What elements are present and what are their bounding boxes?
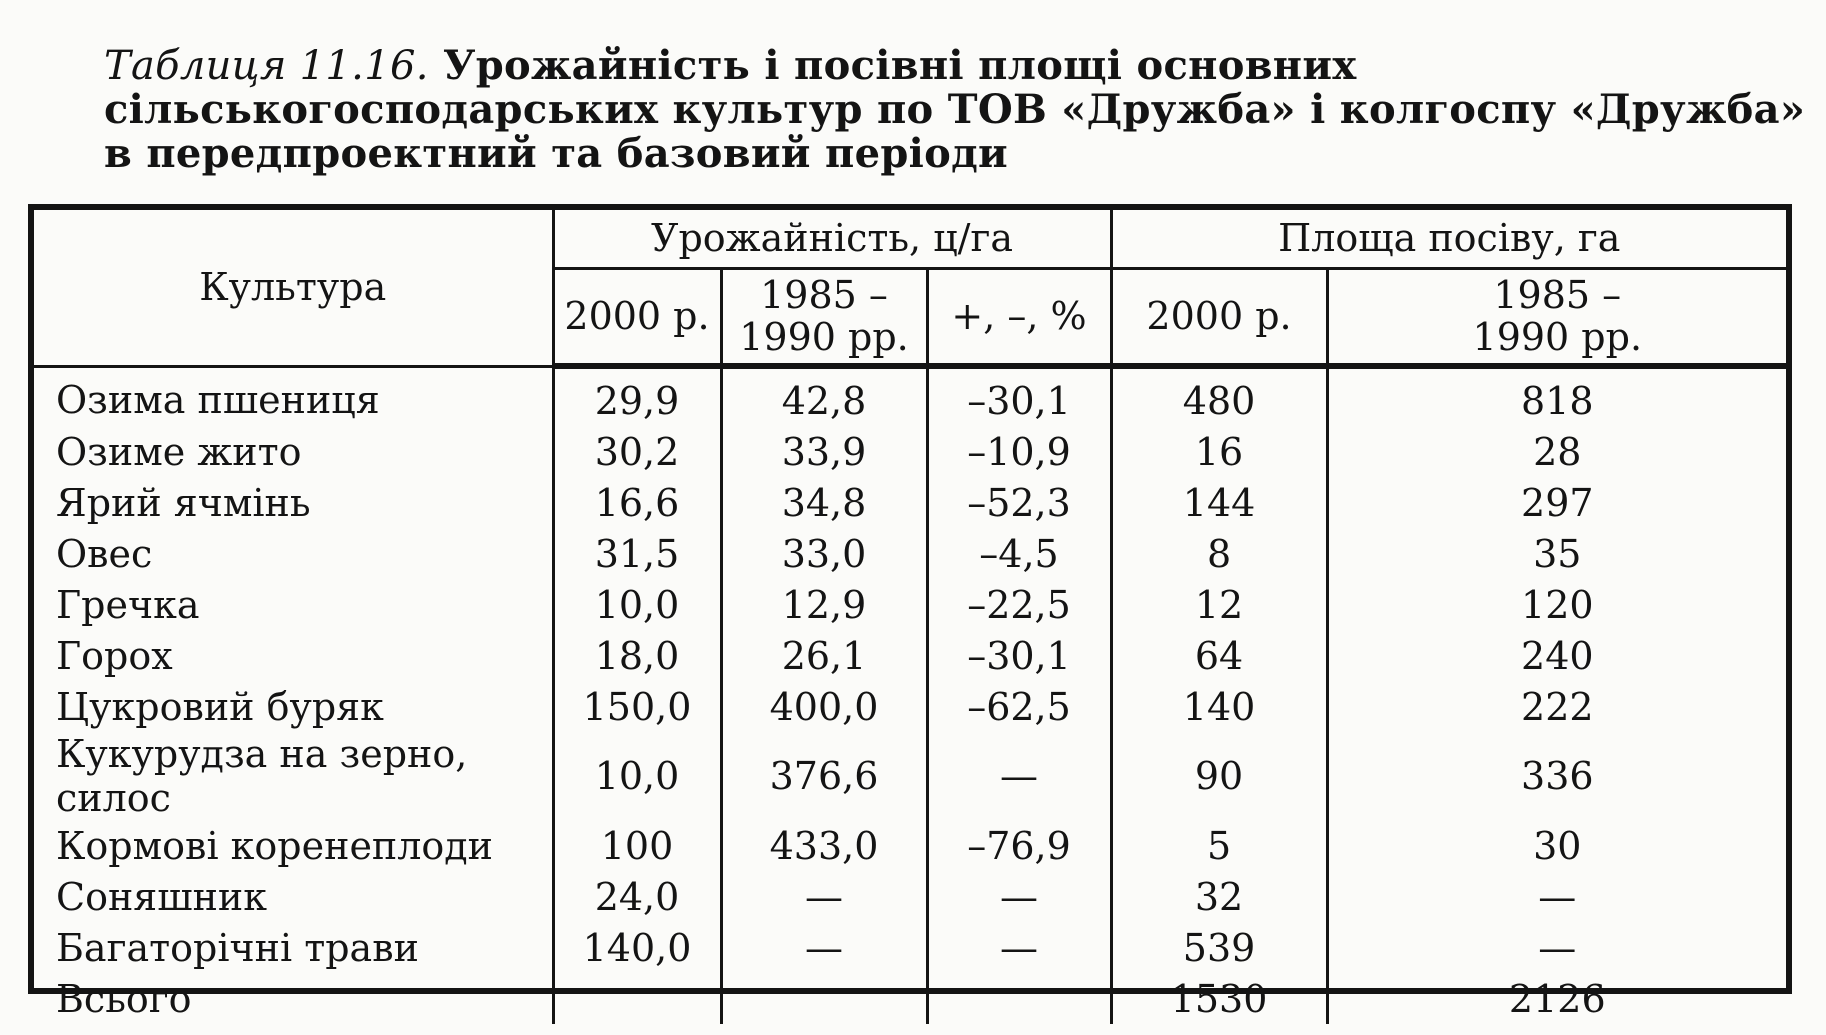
cell-area-2000: 144 <box>1111 477 1327 528</box>
cell-area-2000: 8 <box>1111 528 1327 579</box>
cell-yield-2000: 30,2 <box>553 426 721 477</box>
table-row-total <box>34 973 1786 1024</box>
cell-yield-2000: 150,0 <box>553 681 721 732</box>
table-row <box>34 820 1786 871</box>
table-row <box>34 579 1786 630</box>
cell-area-2000: 16 <box>1111 426 1327 477</box>
cell-crop: Озиме жито <box>56 429 302 474</box>
cell-yield-2000: 10,0 <box>553 732 721 820</box>
cell-area-1985-1990: 240 <box>1327 630 1786 681</box>
cell-yield-1985-1990: 42,8 <box>721 366 927 426</box>
cell-area-1985-1990: 2126 <box>1327 973 1786 1024</box>
cell-area-2000: 539 <box>1111 922 1327 973</box>
data-table-frame <box>28 204 1792 1021</box>
table-row <box>34 630 1786 681</box>
caption-title-part-1: Урожайність і посівні площі основних <box>442 42 1357 89</box>
header-area-1985-1990-line1: 1985 – <box>1493 273 1622 318</box>
cell-yield-diff: –76,9 <box>927 820 1111 871</box>
cell-area-1985-1990: — <box>1327 922 1786 973</box>
cell-crop: Овес <box>56 531 153 576</box>
cell-yield-2000: 24,0 <box>553 871 721 922</box>
cell-yield-1985-1990: 376,6 <box>721 732 927 820</box>
cell-yield-2000: 100 <box>553 820 721 871</box>
cell-yield-1985-1990: 34,8 <box>721 477 927 528</box>
cell-crop: Кукурудза на зерно, силос <box>56 732 468 820</box>
cell-yield-2000 <box>553 973 721 1024</box>
table-row <box>34 681 1786 732</box>
cell-crop: Соняшник <box>56 874 267 919</box>
cell-yield-2000: 31,5 <box>553 528 721 579</box>
header-yield-2000: 2000 р. <box>553 268 721 366</box>
cell-yield-2000: 18,0 <box>553 630 721 681</box>
header-yield-diff: +, –, % <box>927 268 1111 366</box>
cell-yield-diff: –62,5 <box>927 681 1111 732</box>
caption-table-number: Таблиця 11.16. <box>104 43 429 89</box>
cell-area-1985-1990: 818 <box>1327 366 1786 426</box>
cell-yield-diff: — <box>927 871 1111 922</box>
cell-area-2000: 5 <box>1111 820 1327 871</box>
cell-area-2000: 32 <box>1111 871 1327 922</box>
caption-line-1 <box>104 44 1784 88</box>
cell-crop: Озима пшениця <box>56 377 380 422</box>
cell-yield-1985-1990: 33,9 <box>721 426 927 477</box>
table-row <box>34 477 1786 528</box>
table-row <box>34 528 1786 579</box>
cell-yield-1985-1990: — <box>721 871 927 922</box>
cell-yield-diff: –30,1 <box>927 366 1111 426</box>
header-area-2000: 2000 р. <box>1111 268 1327 366</box>
cell-area-1985-1990: 297 <box>1327 477 1786 528</box>
table-row <box>34 732 1786 820</box>
cell-yield-1985-1990: 33,0 <box>721 528 927 579</box>
cell-area-2000: 64 <box>1111 630 1327 681</box>
cell-yield-2000: 10,0 <box>553 579 721 630</box>
cell-crop: Горох <box>56 633 173 678</box>
cell-yield-1985-1990: 433,0 <box>721 820 927 871</box>
header-area-group: Площа посіву, га <box>1111 210 1786 268</box>
cell-yield-1985-1990: 12,9 <box>721 579 927 630</box>
cell-yield-diff: –52,3 <box>927 477 1111 528</box>
table-row <box>34 426 1786 477</box>
cell-crop: Цукровий буряк <box>56 684 384 729</box>
crop-yield-table <box>34 210 1786 1024</box>
cell-yield-diff: –4,5 <box>927 528 1111 579</box>
cell-yield-2000: 29,9 <box>553 366 721 426</box>
cell-area-1985-1990: 35 <box>1327 528 1786 579</box>
header-yield-1985-1990-line1: 1985 – <box>760 273 888 318</box>
cell-yield-1985-1990 <box>721 973 927 1024</box>
cell-area-1985-1990: 222 <box>1327 681 1786 732</box>
cell-area-2000: 140 <box>1111 681 1327 732</box>
cell-area-2000: 12 <box>1111 579 1327 630</box>
header-crop: Культура <box>34 210 553 366</box>
cell-area-2000: 90 <box>1111 732 1327 820</box>
header-yield-group: Урожайність, ц/га <box>553 210 1111 268</box>
table-row <box>34 922 1786 973</box>
cell-yield-1985-1990: 26,1 <box>721 630 927 681</box>
cell-yield-2000: 140,0 <box>553 922 721 973</box>
table-row <box>34 871 1786 922</box>
cell-area-1985-1990: — <box>1327 871 1786 922</box>
cell-crop: Всього <box>56 976 192 1021</box>
cell-area-2000: 480 <box>1111 366 1327 426</box>
cell-yield-1985-1990: — <box>721 922 927 973</box>
cell-area-1985-1990: 28 <box>1327 426 1786 477</box>
header-yield-1985-1990 <box>721 268 927 366</box>
table-row <box>34 366 1786 426</box>
cell-yield-2000: 16,6 <box>553 477 721 528</box>
header-area-1985-1990 <box>1327 268 1786 366</box>
table-caption <box>104 42 1806 177</box>
caption-title-part-3: в передпроектний та базовий періоди <box>104 130 1008 177</box>
header-yield-1985-1990-line2: 1990 рр. <box>739 315 909 360</box>
table-body <box>34 366 1786 1024</box>
cell-crop: Багаторічні трави <box>56 925 419 970</box>
cell-crop: Гречка <box>56 582 200 627</box>
cell-yield-1985-1990: 400,0 <box>721 681 927 732</box>
cell-yield-diff: — <box>927 732 1111 820</box>
cell-crop: Кормові коренеплоди <box>56 823 493 868</box>
cell-crop: Ярий ячмінь <box>56 480 311 525</box>
cell-yield-diff: –30,1 <box>927 630 1111 681</box>
cell-area-1985-1990: 30 <box>1327 820 1786 871</box>
cell-area-2000: 1530 <box>1111 973 1327 1024</box>
cell-area-1985-1990: 336 <box>1327 732 1786 820</box>
cell-yield-diff: — <box>927 922 1111 973</box>
cell-yield-diff <box>927 973 1111 1024</box>
caption-title-part-2: сільськогосподарських культур по ТОВ «Дружба» і колгоспу «Дружба» <box>104 86 1806 133</box>
cell-yield-diff: –10,9 <box>927 426 1111 477</box>
cell-yield-diff: –22,5 <box>927 579 1111 630</box>
header-area-1985-1990-line2: 1990 рр. <box>1472 315 1643 360</box>
cell-area-1985-1990: 120 <box>1327 579 1786 630</box>
